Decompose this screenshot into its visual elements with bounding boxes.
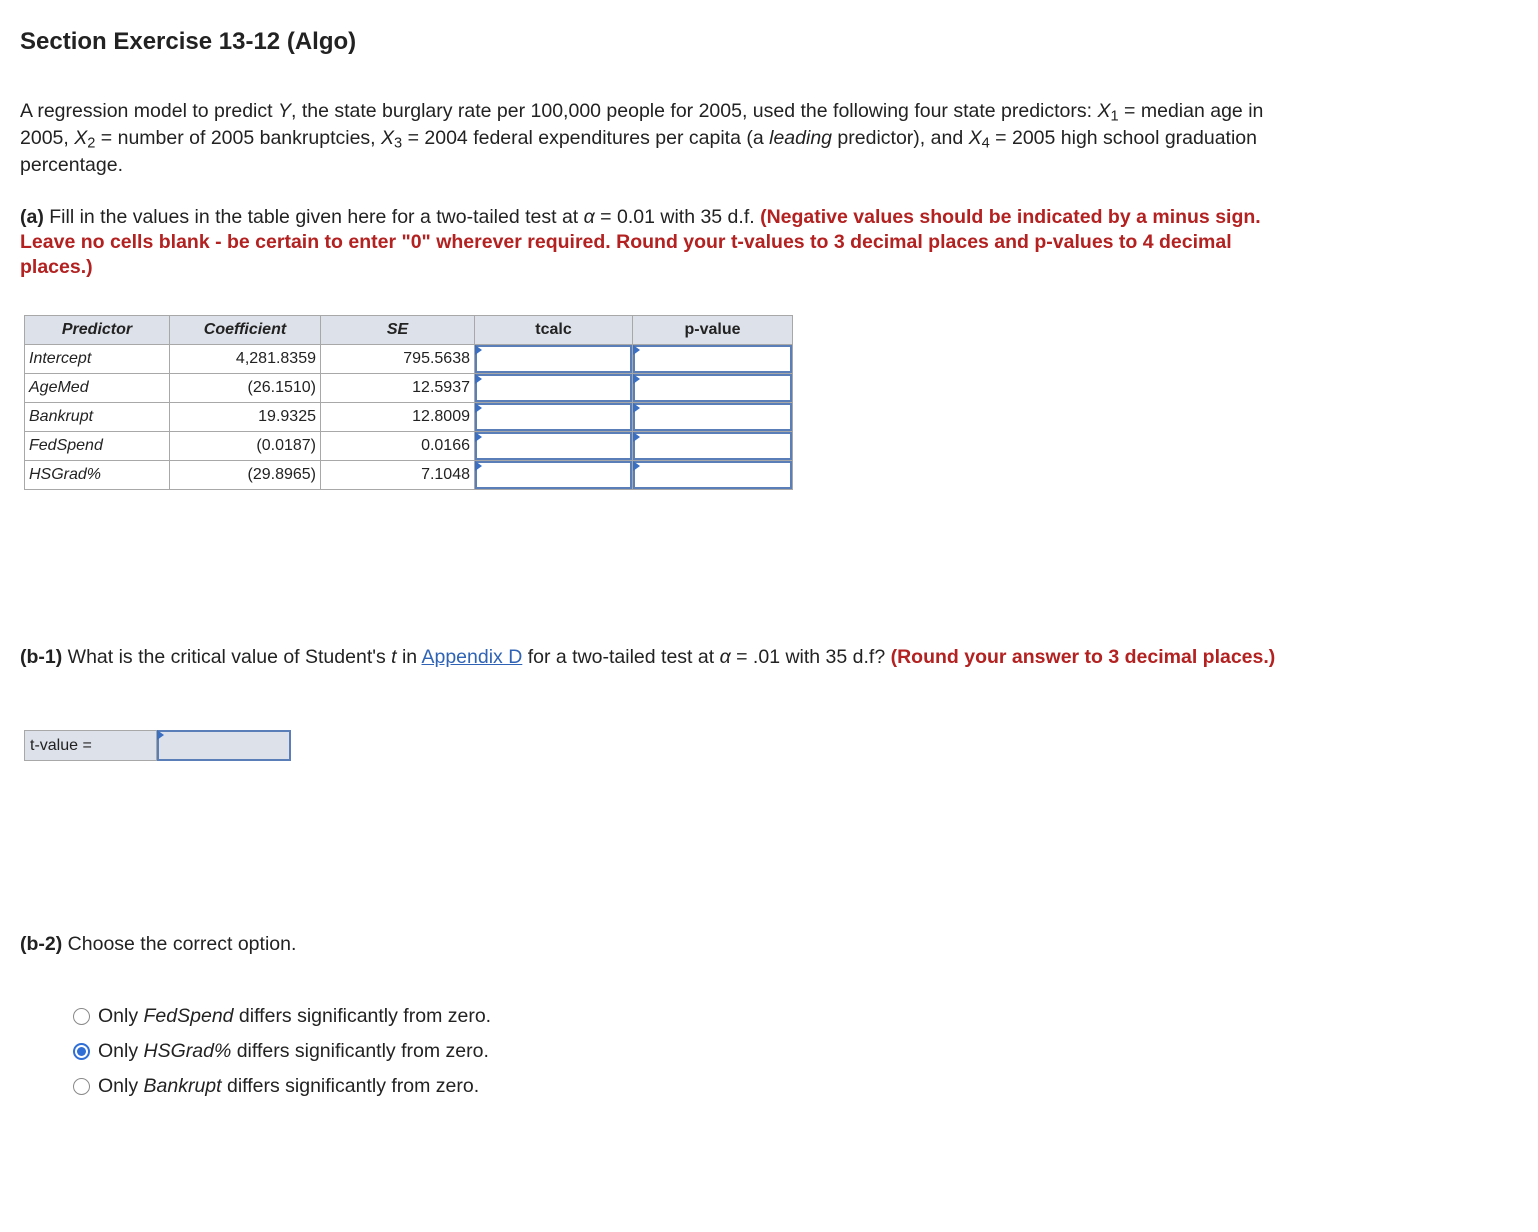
flag-icon [475, 374, 482, 384]
table-row [25, 403, 793, 432]
table-row [25, 432, 793, 461]
tcalc-cell [475, 374, 633, 403]
flag-icon [157, 730, 164, 740]
table-row [25, 374, 793, 403]
p-value-input-fedspend[interactable] [633, 432, 792, 460]
header-p-value: p-value [633, 316, 793, 345]
t-value-label: t-value = [24, 730, 157, 761]
p-value-cell [633, 345, 793, 374]
flag-icon [633, 345, 640, 355]
tcalc-input-intercept[interactable] [475, 345, 632, 373]
part-b1-question: (b-1) What is the critical value of Student's t in Appendix D for a two-tailed test at α = .01 with 35 d.f? (Round your answer to 3 decimal places.) [20, 646, 1276, 668]
flag-icon [633, 432, 640, 442]
radio-button-selected[interactable] [73, 1043, 90, 1060]
radio-button[interactable] [73, 1008, 90, 1025]
appendix-d-link[interactable]: Appendix D [421, 646, 523, 668]
predictor-cell: FedSpend [25, 432, 170, 461]
flag-icon [633, 461, 640, 471]
tcalc-cell [475, 432, 633, 461]
tcalc-cell [475, 345, 633, 374]
coefficient-cell: (29.8965) [170, 461, 321, 490]
p-value-input-hsgrad[interactable] [633, 461, 792, 489]
t-value-row [24, 730, 291, 761]
table-row [25, 345, 793, 374]
tcalc-input-agemed[interactable] [475, 374, 632, 402]
se-cell: 795.5638 [321, 345, 475, 374]
option-label: Only HSGrad% differs significantly from zero. [98, 1039, 489, 1062]
t-value-input[interactable] [157, 730, 291, 761]
page-title: Section Exercise 13-12 (Algo) [20, 28, 357, 55]
p-value-cell [633, 374, 793, 403]
p-value-cell [633, 432, 793, 461]
flag-icon [475, 403, 482, 413]
option-bankrupt[interactable] [73, 1071, 479, 1101]
header-tcalc: tcalc [475, 316, 633, 345]
option-fedspend[interactable] [73, 1001, 491, 1031]
table-header-row [25, 316, 793, 345]
flag-icon [633, 374, 640, 384]
p-value-input-agemed[interactable] [633, 374, 792, 402]
p-value-input-intercept[interactable] [633, 345, 792, 373]
se-cell: 7.1048 [321, 461, 475, 490]
se-cell: 12.8009 [321, 403, 475, 432]
table-row [25, 461, 793, 490]
coefficient-cell: 4,281.8359 [170, 345, 321, 374]
flag-icon [475, 345, 482, 355]
p-value-input-bankrupt[interactable] [633, 403, 792, 431]
tcalc-input-fedspend[interactable] [475, 432, 632, 460]
tcalc-cell [475, 461, 633, 490]
option-label: Only FedSpend differs significantly from zero. [98, 1004, 492, 1027]
header-coefficient: Coefficient [170, 316, 321, 345]
header-predictor: Predictor [25, 316, 170, 345]
regression-table [24, 315, 793, 490]
radio-button[interactable] [73, 1078, 90, 1095]
part-b2-question: (b-2) Choose the correct option. [20, 933, 297, 955]
flag-icon [475, 461, 482, 471]
flag-icon [633, 403, 640, 413]
predictor-cell: Bankrupt [25, 403, 170, 432]
predictor-cell: AgeMed [25, 374, 170, 403]
predictor-cell: HSGrad% [25, 461, 170, 490]
se-cell: 0.0166 [321, 432, 475, 461]
flag-icon [475, 432, 482, 442]
problem-statement: A regression model to predict Y, the state burglary rate per 100,000 people for 2005, used the following four state predictors: $X_1$ = median age in 2005, $X_2$ = number of 2005 bankruptcies, $X_3 = 2004$ federal expenditures per capita (a leading predictor), and $X_4 = 2005$ high school graduation percentage. [20, 100, 1264, 176]
option-label: Only Bankrupt differs significantly from zero. [98, 1074, 480, 1097]
part-b1-instruction: (Round your answer to 3 decimal places.) [890, 646, 1276, 668]
header-se: SE [321, 316, 475, 345]
part-a-question: (a) Fill in the values in the table given here for a two-tailed test at α = 0.01 with 35 d.f. (Negative values should be indicated by a minus sign. Leave no cells blank - be certain to enter "0" wherever required. Round your t-values to 3 decimal places and p-values to 4 decimal places.) [20, 206, 1261, 278]
p-value-cell [633, 403, 793, 432]
predictor-cell: Intercept [25, 345, 170, 374]
tcalc-cell [475, 403, 633, 432]
part-a-instruction: (Negative values should be indicated by a minus sign. Leave no cells blank - be certain to enter "0" wherever required. Round your t-values to 3 decimal places and p-values to 4 decimal places.) [20, 206, 1261, 278]
tcalc-input-bankrupt[interactable] [475, 403, 632, 431]
coefficient-cell: (0.0187) [170, 432, 321, 461]
option-hsgrad[interactable] [73, 1036, 489, 1066]
se-cell: 12.5937 [321, 374, 475, 403]
coefficient-cell: (26.1510) [170, 374, 321, 403]
p-value-cell [633, 461, 793, 490]
tcalc-input-hsgrad[interactable] [475, 461, 632, 489]
coefficient-cell: 19.9325 [170, 403, 321, 432]
t-value-cell [157, 730, 291, 761]
